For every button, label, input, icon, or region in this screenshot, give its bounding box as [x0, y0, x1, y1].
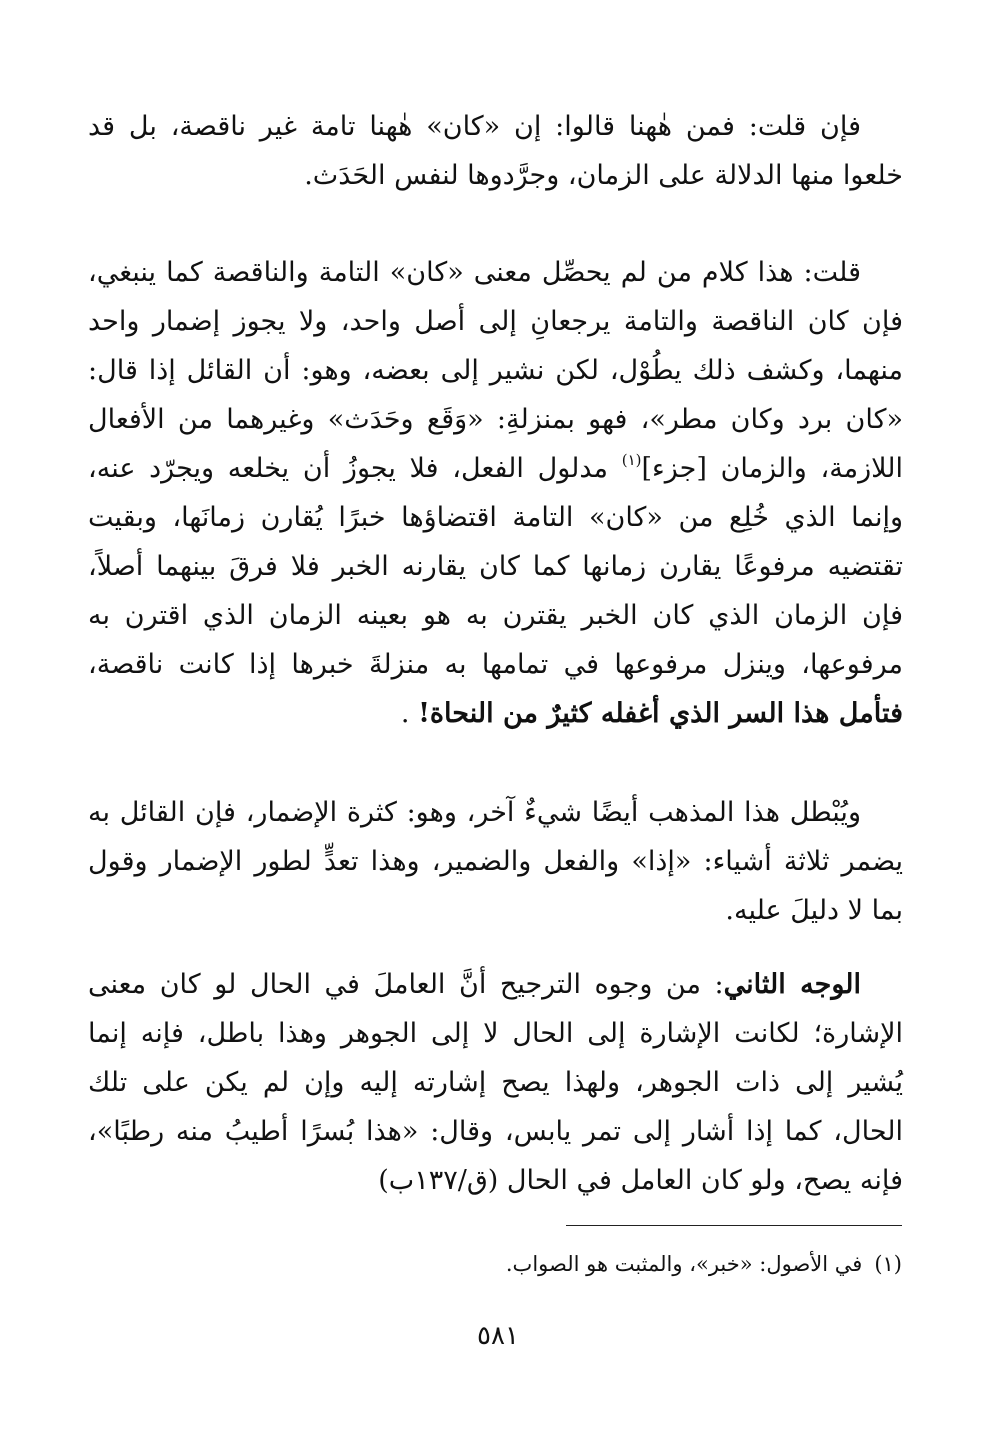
paragraph-2-text-b: مدلول الفعل، فلا يجوزُ أن يخلعه ويجرّد عنه، وإنما الذي خُلِع من «كان» التامة اقتضاؤها خبرًا يُقارن زمانَها، وبقيت تقتضيه مرفوعًا يقارن زمانها كما كان يقارنه الخبر فلا فرقَ بينهما أصلاً، فإن الزمان الذي كان الخبر يقترن به هو بعينه الزمان الذي اقترن به مرفوعها، وينزل مرفوعها في تمامها به منزلةَ خبرها إذا كانت ناقصة، [88, 453, 903, 680]
paragraph-3 [88, 788, 903, 935]
paragraph-3-text: ويُبْطل هذا المذهب أيضًا شيءٌ آخر، وهو: كثرة الإضمار، فإن القائل به يضمر ثلاثة أشياء: «إذا» والفعل والضمير، وهذا تعدٍّ لطور الإضمار وقول بما لا دليلَ عليه. [88, 797, 903, 926]
paragraph-1 [88, 102, 903, 200]
paragraph-2-text-a: قلت: هذا كلام من لم يحصِّل معنى «كان» التامة والناقصة كما ينبغي، فإن كان الناقصة والتامة يرجعانِ إلى أصل واحد، ولا يجوز إضمار واحد منهما، وكشف ذلك يطُوْل، لكن نشير إلى بعضه، وهو: أن القائل إذا قال: «كان برد وكان مطر»، فهو بمنزلةِ: «وَقَع وحَدَث» وغيرهما من الأفعال اللازمة، والزمان [جزء] [88, 257, 904, 484]
footnote [300, 1248, 902, 1280]
paragraph-1-text: فإن قلت: فمن هٰهنا قالوا: إن «كان» هٰهنا تامة غير ناقصة، بل قد خلعوا منها الدلالة على الزمان، وجرَّدوها لنفس الحَدَث. [88, 111, 903, 191]
paragraph-2-bold-text: فتأمل هذا السر الذي أغفله كثيرٌ من النحاة! [418, 698, 903, 729]
paragraph-4-text: : من وجوه الترجيح أنَّ العاملَ في الحال لو كان معنى الإشارة؛ لكانت الإشارة إلى الحال لا إلى الجوهر وهذا باطل، فإنه إنما يُشير إلى ذات الجوهر، ولهذا يصح إشارته إليه وإن لم يكن على تلك الحال، كما إذا أشار إلى تمر يابس، وقال: «هذا بُسرًا أطيبُ منه رطبًا»، فإنه يصح، ولو كان العامل في الحال (ق/١٣٧ب) [88, 969, 903, 1196]
paragraph-4 [88, 960, 903, 1205]
footnote-number: (١) [874, 1252, 902, 1276]
page-number: ٥٨١ [477, 1321, 519, 1351]
paragraph-2-end: . [400, 698, 419, 729]
footnote-text: في الأصول: «خبر»، والمثبت هو الصواب. [505, 1252, 863, 1276]
footnote-marker[interactable]: (١) [621, 451, 642, 469]
footnote-divider [566, 1225, 902, 1226]
paragraph-2 [88, 248, 903, 738]
paragraph-4-heading: الوجه الثاني [723, 969, 862, 1000]
